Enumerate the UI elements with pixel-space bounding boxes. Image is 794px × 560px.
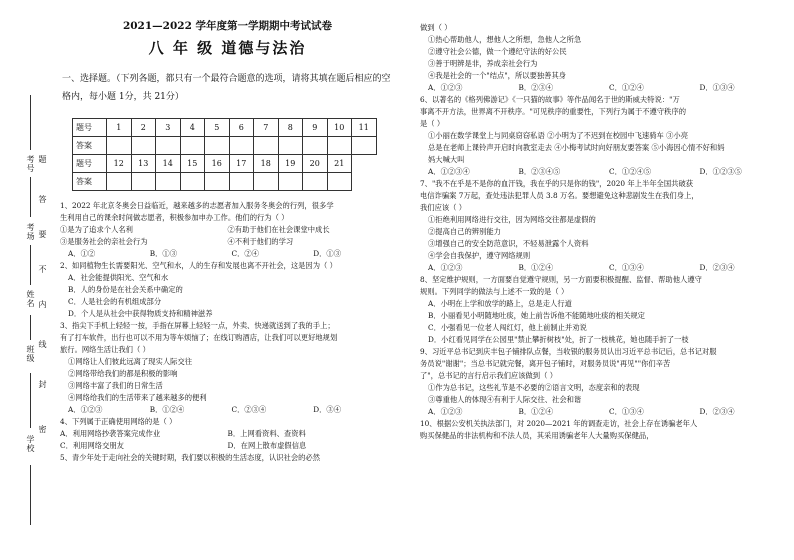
answer-cell[interactable] [156,137,181,155]
seal-char: 不 [38,265,47,274]
question-stem: 3、指尖下手机上轻轻一按，手指在屏幕上轻轻一点，外卖、快递就送到了我的手上； [60,321,335,330]
option-text: ①网络让人们彼此远离了现实人际交往 [68,357,193,366]
exam-number-label: 考号 [26,155,35,173]
seal-char: 答 [38,195,47,204]
question-stem: 电信诈骗案 7万起，查处违法犯罪人员 3.8 万名。要想避免这种悲剧发生在我们身上， [420,191,699,200]
answer-choice[interactable]: D．①②③⑤ [699,167,742,176]
binding-margin [10,95,50,555]
question-stem: 是（ ） [420,119,445,128]
option-text: C．利用网络交朋友 [60,441,124,450]
answer-choice[interactable]: D．②③④ [699,407,735,416]
question-number-cell: 1 [107,119,132,137]
option-text: ①热心帮助他人，想他人之所想，急他人之所急 [428,35,582,44]
answer-cell[interactable] [303,137,328,155]
question-number-cell: 12 [107,155,132,173]
question-stem: 务员说"谢谢"；当总书记就完餐，离开包子铺时，对服务员说"再见""你们辛苦 [420,359,671,368]
answer-cell[interactable] [131,173,156,191]
answer-cell[interactable] [131,137,156,155]
question-number-cell: 5 [205,119,230,137]
class-label: 班级 [26,345,35,363]
answer-choice[interactable]: C．②③④ [231,405,267,414]
option-text: ①小丽在数学课堂上与同桌窃窃私语 ②小明为了不迟到在校园中飞速骑车 ③小亮 [428,131,689,140]
answer-label: 答案 [73,173,107,191]
question-block [420,274,790,346]
answer-label: 答案 [73,137,107,155]
question-stem: 9、习近平总书记到庆丰包子铺排队点餐，当收银的服务员认出习近平总书记后，总书记对服 [420,347,717,356]
question-stem: 7、"我不在乎是不是你的血汗钱，我在乎的只是你的钱"，2020 年上半年全国共破获 [420,179,694,188]
question-stem: 事离不开方法，世界离不开秩序。"可见秩序的重要性，下列行为属于不遵守秩序的 [420,107,687,116]
answer-choice[interactable]: A．①②③④ [428,167,470,176]
option-text: 妈大喊大叫 [428,155,465,164]
answer-cell[interactable] [278,137,303,155]
option-text: ②提高自己的辨别能力 [428,227,501,236]
option-text: ①是为了追求个人名利 [60,225,133,234]
question-number-cell: 15 [180,155,205,173]
answer-choice[interactable]: D．①③④ [699,83,735,92]
option-text: ④学会自我保护，遵守网络规则 [428,251,531,260]
answer-choice[interactable]: C．①③④ [609,407,644,416]
question-stem: 8、坚定维护规则，一方面要自觉遵守规则，另一方面要积极提醒、监督、帮助他人遵守 [420,275,702,284]
answer-choice[interactable]: C．②④ [231,249,259,258]
answer-cell[interactable] [107,137,132,155]
answer-cell[interactable] [254,137,279,155]
option-text: B．上网看资料、查资料 [227,429,306,438]
option-text: D．在网上散布虚假信息 [227,441,307,450]
section-heading: 一、选择题。（下列各题，都只有一个最符合题意的选项，请将其填在题后相应的空格内，每小题 1分，共 21分） [62,74,391,102]
answer-choice[interactable]: C．①②④ [609,83,644,92]
row-label: 题号 [73,119,107,137]
question-stem: 1、2022 年北京冬奥会日益临近，越来越多的志愿者加入服务冬奥会的行列，很多学 [60,201,334,210]
option-text: C．人是社会的有机组成部分 [68,297,162,306]
question-block [420,178,790,274]
school-label: 学校 [26,435,35,453]
seal-char: 密 [38,425,47,434]
seal-char: 封 [38,380,47,389]
question-block [60,260,395,320]
question-block [420,346,790,418]
exam-title: 2021—2022 学年度第一学期期中考试试卷 [122,20,333,32]
answer-choice[interactable]: D．③④ [313,405,341,414]
right-column-questions [420,22,790,442]
answer-choice[interactable]: B．①②④ [518,407,554,416]
question-number-cell: 20 [303,155,328,173]
option-text: ②遵守社会公德，做一个遵纪守法的好公民 [428,47,567,56]
option-text: B．小丽看见小明随地吐痰，她上前告诉他不能随地吐痰的相关规定 [428,311,645,320]
option-text: ③增强自己的安全防范意识，不轻易泄露个人资料 [428,239,589,248]
answer-cell[interactable] [327,137,352,155]
question-block [60,416,395,452]
seal-char: 要 [38,230,47,239]
question-number-cell: 16 [205,155,230,173]
option-text: B．人的身份是在社会关系中确定的 [68,285,183,294]
question-stem: 10、根据公安机关执法部门，对 2020—2021 年的调查走访，社会上存在诱骗老年人 [420,419,698,428]
question-stem: 5、青少年处于走向社会的关键时期，我们要以积极的生活态度，认识社会的必然 [60,453,321,462]
answer-choice[interactable]: D．①③ [313,249,341,258]
answer-table [72,118,377,191]
question-number-cell: 19 [278,155,303,173]
question-stem: 规则。下列同学的做法与上述不一致的是（ ） [420,287,569,296]
left-column-questions [60,200,395,464]
question-number-cell: 4 [180,119,205,137]
question-stem: 有了打车软件，出行也可以不用为等车烦恼了；在线订购酒店，让我们可以更好地规划 [60,333,338,342]
question-block [420,22,790,94]
answer-choice[interactable]: B．①③ [149,249,178,258]
answer-choice[interactable]: A．①②③ [428,407,463,416]
answer-choice[interactable]: B．②③④⑤ [518,167,561,176]
seal-char: 题 [38,155,47,164]
question-stem: 购买保健品的非法机构和不法人员，其采用诱骗老年人大量购买保健品， [420,431,654,440]
question-block [60,320,395,416]
answer-cell[interactable] [327,173,352,191]
option-text: ①作为总书记，这些礼节是不必要的②语言文明，态度亲和的表现 [428,383,640,392]
answer-cell[interactable] [205,173,230,191]
option-text: ③是服务社会的亲社会行为 [60,237,148,246]
answer-cell[interactable] [229,137,254,155]
question-block [420,94,790,178]
answer-choice[interactable]: C．①②④⑤ [609,167,652,176]
question-number-cell: 8 [278,119,303,137]
option-text: ④我是社会的一个"结点"，所以要独善其身 [428,71,567,80]
answer-cell[interactable] [107,173,132,191]
answer-cell[interactable] [180,173,205,191]
question-stem: 4、下列属于正确使用网络的是（ ） [60,417,177,426]
question-number-cell: 13 [131,155,156,173]
row-label: 题号 [73,155,107,173]
question-block [60,452,395,464]
seal-char: 内 [38,300,47,309]
question-block [60,200,395,260]
answer-choice[interactable]: B．①②④ [149,405,185,414]
question-block [420,418,790,442]
question-number-cell: 10 [327,119,352,137]
option-text: ③善于明辨是非，养成亲社会行为 [428,59,538,68]
question-stem: 我们应该（ ） [420,203,467,212]
answer-choice[interactable]: A．①②③ [428,263,463,272]
question-stem: 6、以著名的《格列佛游记》《一只猫的故事》等作品闻名于世的斯威夫特说："万 [420,95,680,104]
question-stem: 生利用自己的课余时间做志愿者，积极参加申办工作。他们的行为（ ） [60,213,289,222]
option-text: ④不利于他们的学习 [227,237,294,246]
option-text: A．社会能提供阳光、空气和水 [68,273,169,282]
answer-choice[interactable]: A．①②③ [68,405,103,414]
answer-choice[interactable]: C．①③④ [609,263,644,272]
question-stem: 做到（ ） [420,23,452,32]
answer-choice[interactable]: A．①② [68,249,96,258]
option-text: ①拒绝利用网络进行交往，因为网络交往都是虚假的 [428,215,596,224]
option-text: ②有助于他们在社会课堂中成长 [227,225,330,234]
option-text: C．小强看见一位老人闯红灯，他上前制止并劝说 [428,323,587,332]
question-number-cell: 17 [229,155,254,173]
question-number-cell: 7 [254,119,279,137]
question-stem: 旅行。网络生活让我们（ ） [60,345,150,354]
exam-subtitle: 八 年 级 道德与法治 [148,39,307,57]
answer-cell[interactable] [352,137,377,155]
answer-choice[interactable]: A．①②③ [428,83,463,92]
question-stem: 2、如同植物生长需要阳光、空气和水，人的生存和发展也离不开社会，这是因为（ ） [60,261,337,270]
option-text: 总是在老师上课铃声开启时向教室走去 ④小梅考试时向好朋友要答案 ⑤小海因心情不好和妈 [428,143,725,152]
exam-room-label: 考场 [26,223,35,241]
option-text: ②网络带给我们的都是积极的影响 [68,369,178,378]
question-number-cell: 18 [254,155,279,173]
answer-choice[interactable]: B．①②④ [518,263,554,272]
answer-cell[interactable] [156,173,181,191]
answer-cell[interactable] [254,173,279,191]
option-text: ③尊重他人的体现④有利于人际交往、社会和谐 [428,395,582,404]
question-number-cell: 11 [352,119,377,137]
answer-cell[interactable] [180,137,205,155]
question-number-cell: 21 [327,155,352,173]
answer-choice[interactable]: B．②③④ [518,83,554,92]
question-number-cell: 6 [229,119,254,137]
answer-choice[interactable]: D．②③④ [699,263,735,272]
question-number-cell: 14 [156,155,181,173]
answer-cell[interactable] [278,173,303,191]
option-text: ③网络丰富了我们的日常生活 [68,381,163,390]
answer-cell[interactable] [229,173,254,191]
question-stem: 了"，总书记的言行启示我们应该做到（ ） [420,371,558,380]
option-text: A．小明在上学和放学的路上，总是走人行道 [428,299,572,308]
seal-char: 线 [38,340,47,349]
question-number-cell: 9 [303,119,328,137]
option-text: D．个人是从社会中获得物质支持和精神滋养 [68,309,213,318]
answer-cell[interactable] [303,173,328,191]
option-text: A．利用网络抄袭答案完成作业 [60,429,161,438]
answer-cell[interactable] [205,137,230,155]
option-text: D．小红看见同学在公园里"禁止攀折树枝"处，折了一枝桃花，她也随手折了一枝 [428,335,689,344]
option-text: ④网络给我们的生活带来了越来越多的便利 [68,393,207,402]
name-label: 姓名 [26,290,35,308]
question-number-cell: 2 [131,119,156,137]
question-number-cell: 3 [156,119,181,137]
